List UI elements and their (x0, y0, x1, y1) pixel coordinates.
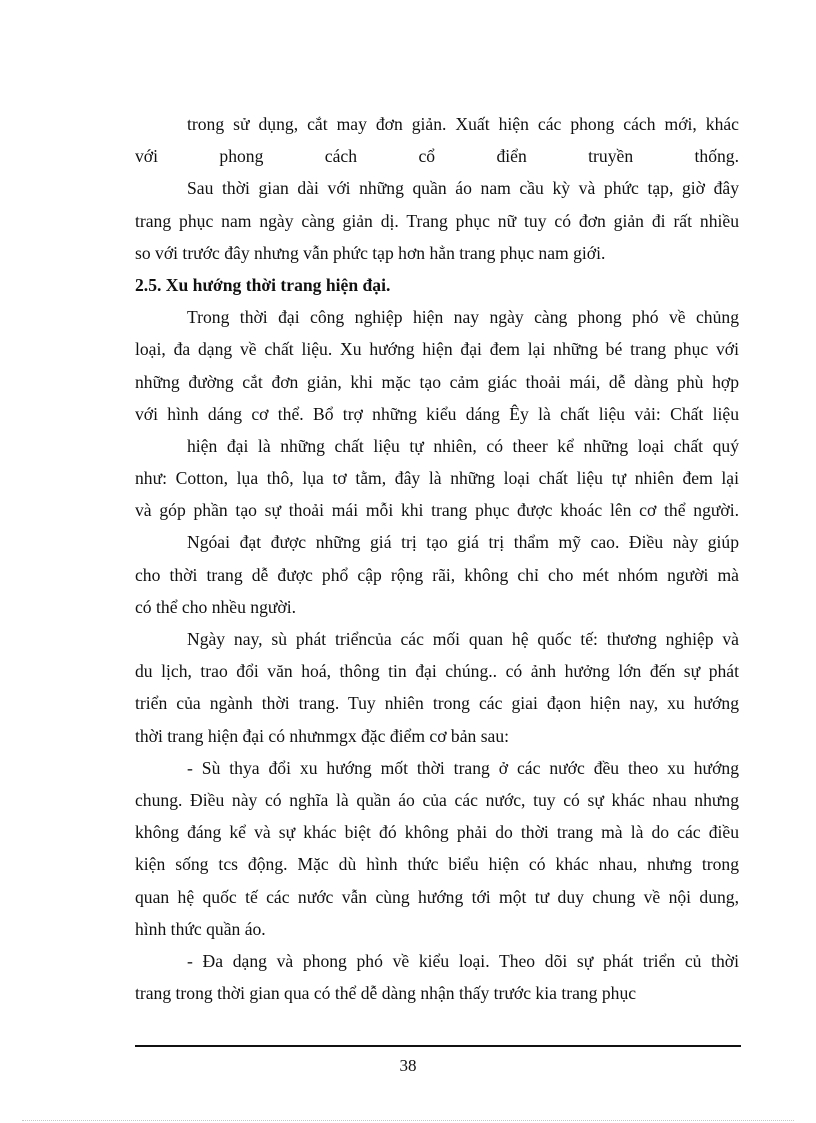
text-line: du lịch, trao đổi văn hoá, thông tin đại chúng.. có ảnh hưởng lớn đến sự phát (135, 661, 739, 682)
page-number: 38 (399, 1056, 417, 1075)
text-line: Sau thời gian dài với những quần áo nam cầu kỳ và phức tạp, giờ đây (187, 178, 739, 199)
text-line: triển của ngành thời trang. Tuy nhiên trong các giai đạon hiện nay, xu hướng (135, 693, 739, 714)
text-line: với hình dáng cơ thể. Bổ trợ những kiểu dáng Êy là chất liệu vải: Chất liệu (135, 403, 739, 424)
text-line: không đáng kể và sự khác biệt đó không phải do thời trang mà là do các điều (135, 822, 739, 843)
text-line: có thể cho nhều người. (135, 596, 297, 617)
text-line: quan hệ quốc tế các nước vẫn cùng hướng tới một tư duy chung về nội dung, (135, 886, 739, 907)
text-line: so với trước đây nhưng vẫn phức tạp hơn hẳn trang phục nam giới. (135, 242, 606, 263)
text-line: trang trong thời gian qua có thể dễ dàng nhận thấy trước kia trang phục (135, 983, 637, 1004)
text-line: với phong cách cổ điển truyền thống. (135, 146, 739, 167)
footer-divider (135, 1045, 741, 1047)
text-line: Ngày nay, sù phát triểncủa các mối quan hệ quốc tế: thương nghiệp và (187, 629, 739, 650)
text-line: trang phục nam ngày càng giản dị. Trang phục nữ tuy có đơn giản đi rất nhiều (135, 210, 739, 231)
section-heading: 2.5. Xu hướng thời trang hiện đại. (135, 274, 391, 295)
text-line: loại, đa dạng về chất liệu. Xu hướng hiện đại đem lại những bé trang phục với (135, 339, 739, 360)
text-line: hình thức quần áo. (135, 918, 266, 939)
text-line: kiện sống tcs động. Mặc dù hình thức biểu hiện có khác nhau, nhưng trong (135, 854, 739, 875)
text-line: - Sù thya đổi xu hướng mốt thời trang ở các nước đều theo xu hướng (187, 757, 739, 778)
text-line: và góp phần tạo sự thoải mái mỗi khi trang phục được khoác lên cơ thể người. (135, 500, 739, 521)
text-line: Trong thời đại công nghiệp hiện nay ngày càng phong phó về chủng (187, 307, 739, 328)
text-line: hiện đại là những chất liệu tự nhiên, có theer kể những loại chất quý (187, 435, 739, 456)
page-bottom-border (22, 1120, 794, 1121)
text-line: trong sử dụng, cắt may đơn giản. Xuất hiện các phong cách mới, khác (187, 114, 739, 134)
text-line: những đường cắt đơn giản, khi mặc tạo cảm giác thoải mái, dễ dàng phù hợp (135, 371, 739, 392)
text-line: chung. Điều này có nghĩa là quần áo của các nước, tuy có sự khác nhau nhưng (135, 790, 739, 810)
text-line: Ngóai đạt được những giá trị tạo giá trị thẩm mỹ cao. Điều này giúp (187, 532, 739, 553)
text-line: cho thời trang dễ được phổ cập rộng rãi, không chỉ cho mét nhóm người mà (135, 564, 739, 585)
text-line: - Đa dạng và phong phó về kiểu loại. Theo dõi sự phát triển củ thời (187, 950, 739, 971)
text-line: thời trang hiện đại có nhưnmgx đặc điểm cơ bản sau: (135, 725, 510, 746)
body-text (135, 108, 739, 1009)
text-line: như: Cotton, lụa thô, lụa tơ tằm, đây là những loại chất liệu tự nhiên đem lại (135, 468, 739, 489)
